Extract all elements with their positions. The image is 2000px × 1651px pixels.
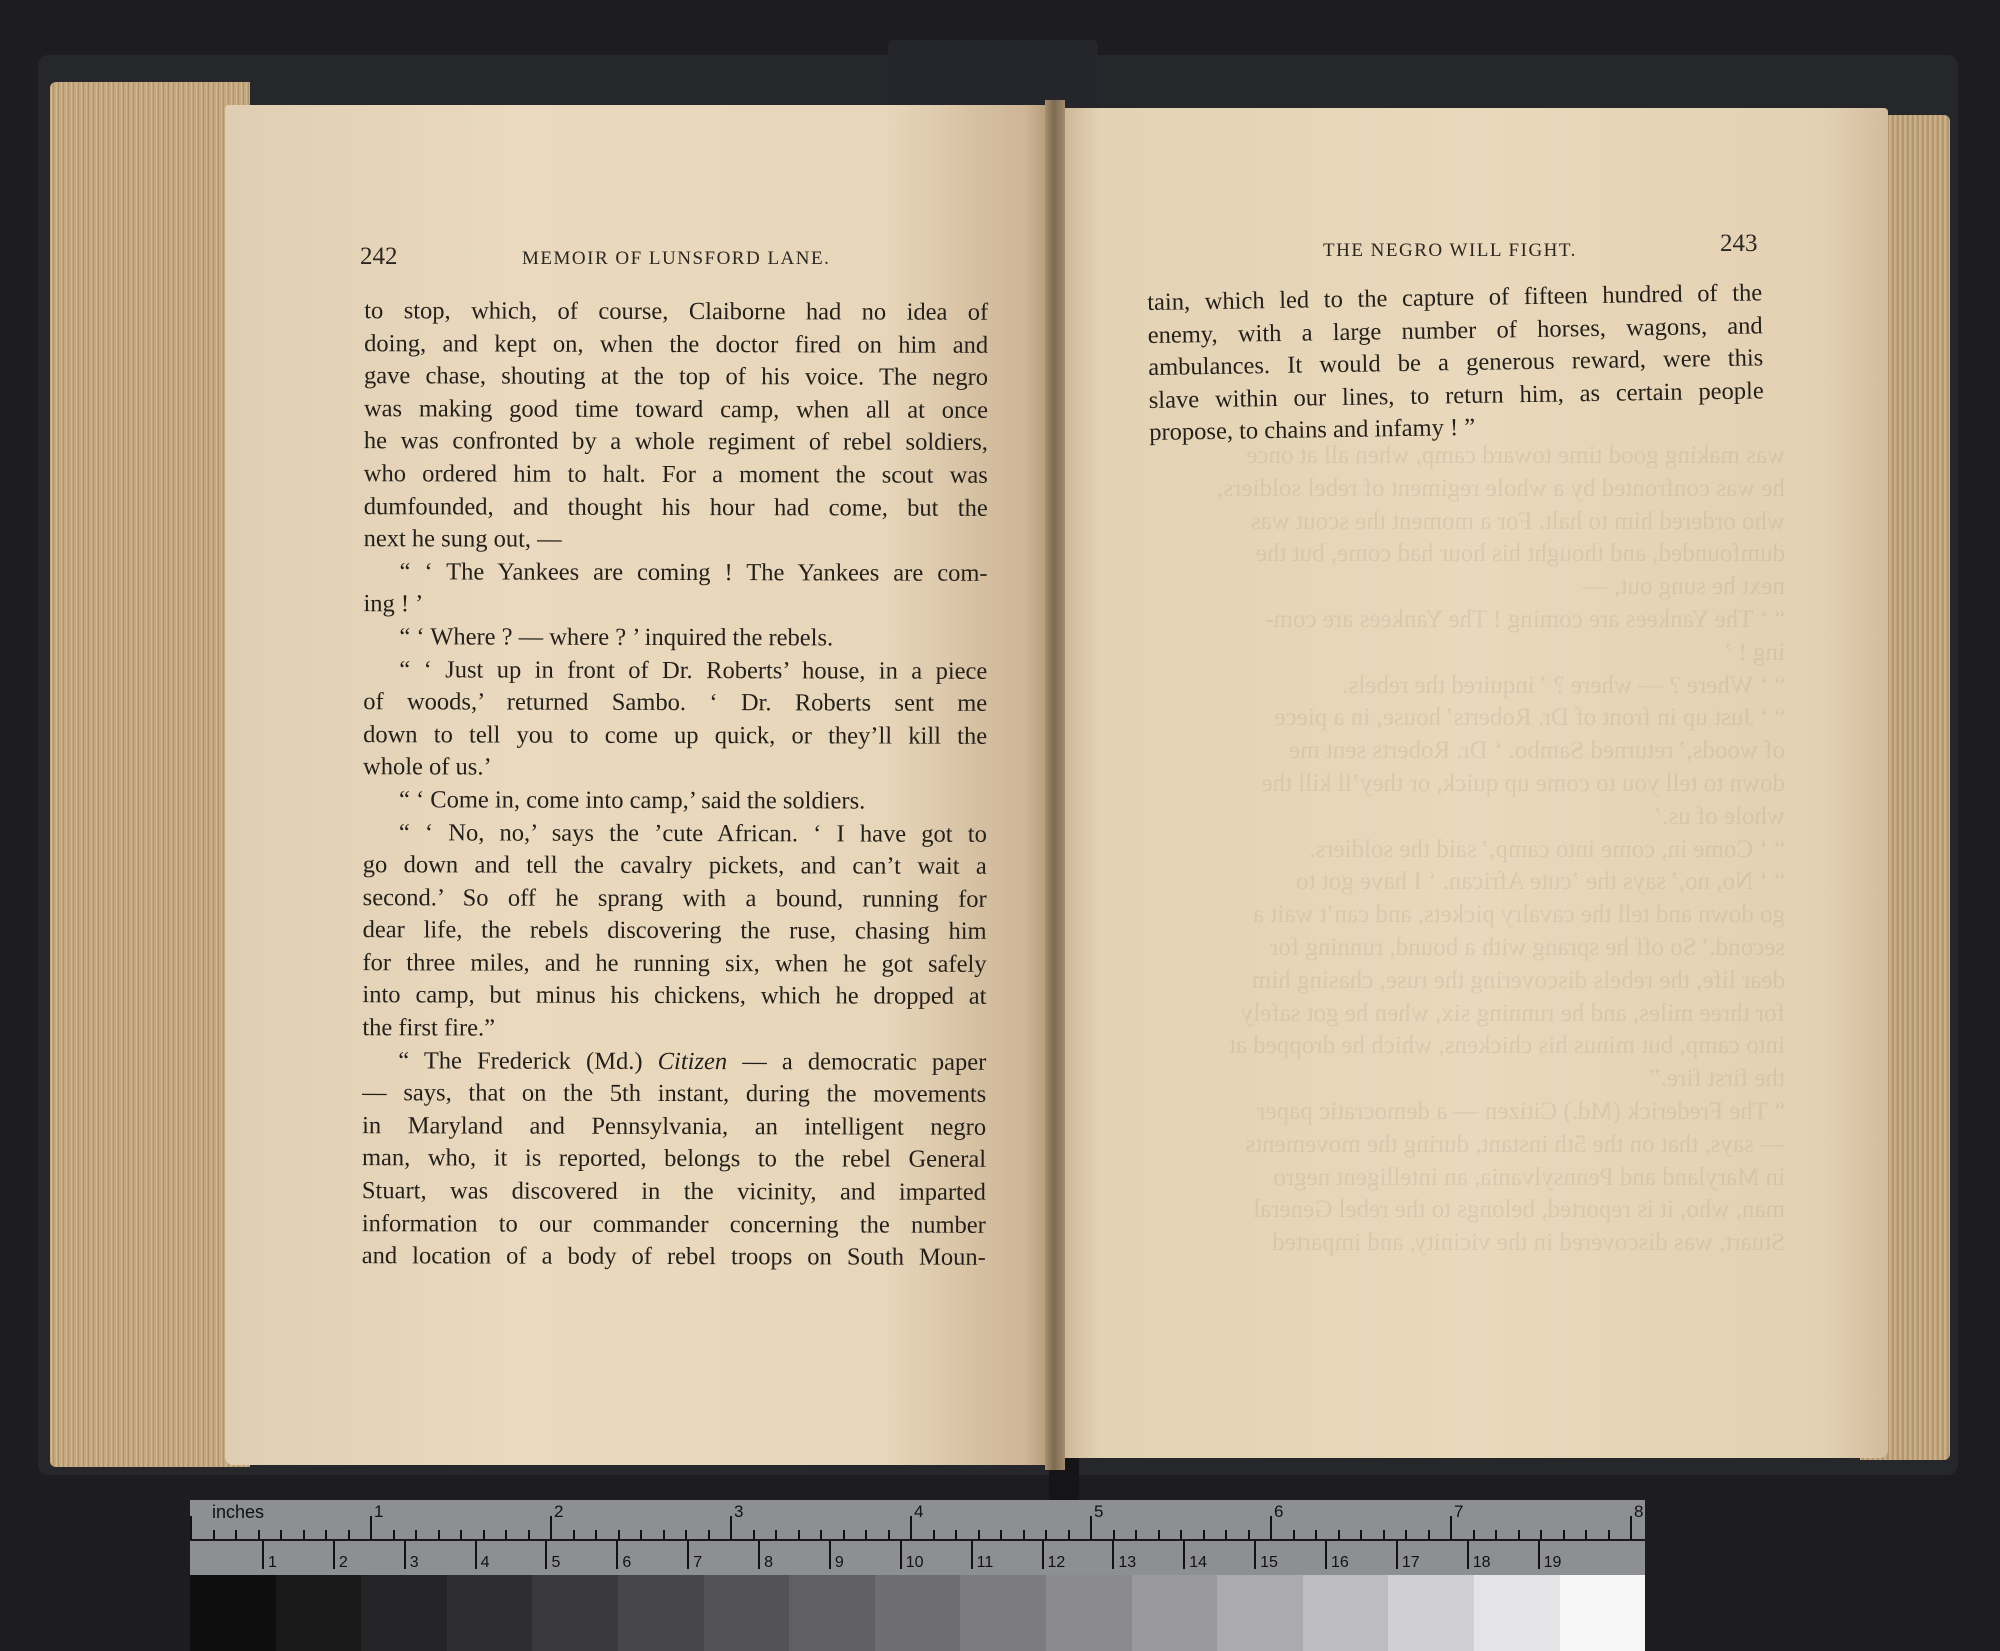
gray-swatch [875,1575,961,1651]
ruler-inch-tick [415,1530,417,1540]
ruler-cm-label: 15 [1260,1554,1278,1571]
ruler-inch-tick [1045,1530,1047,1540]
ruler-cm-tick [404,1541,406,1569]
gray-swatch [704,1575,790,1651]
ruler-inch-tick [483,1530,485,1540]
left-text-line: “ The Frederick (Md.) Citizen — a democratic paper [398,1046,987,1076]
ruler-inch-tick [730,1516,732,1540]
left-text-line: into camp, but minus his chickens, which he dropped at [362,981,987,1011]
left-text-line: dumfounded, and thought his hour had come, but the [363,492,988,522]
ruler-inch-tick [663,1530,665,1540]
ruler-inch-tick [595,1530,597,1540]
ruler-inch-tick [1225,1530,1227,1540]
ruler-inch-tick [528,1530,530,1540]
left-text-line: was making good time toward camp, when all at once [363,394,989,424]
ruler-inch-tick [843,1530,845,1540]
ruler-cm-label: 17 [1401,1554,1420,1571]
left-page-body [362,295,989,1274]
ruler-cm-label: 3 [409,1554,419,1571]
ruler-inch-tick [1023,1530,1025,1540]
ruler-cm-label: 12 [1047,1554,1066,1571]
ruler-cm-label: 2 [338,1554,348,1571]
ruler-inch-tick [280,1530,282,1540]
ruler-cm-label: 10 [905,1554,924,1571]
gray-swatch [618,1575,704,1651]
gray-swatch [276,1575,362,1651]
ruler-inch-tick [1000,1530,1002,1540]
left-text-line: whole of us.’ [363,753,492,781]
gray-swatch [190,1575,276,1651]
ruler-cm-tick [829,1541,831,1569]
ruler-inch-tick [1630,1516,1632,1540]
ruler-inch-label: 4 [914,1502,924,1521]
ruler-cm-tick [333,1541,335,1569]
ruler-inch-tick [460,1530,462,1540]
ruler-inch-tick [1203,1530,1205,1540]
left-text-line: he was confronted by a whole regiment of rebel soldiers, [363,427,988,457]
right-text-line: propose, to chains and infamy ! ” [1149,414,1476,447]
right-text-line: enemy, with a large number of horses, wagons, and [1147,311,1763,349]
ruler-inch-tick [1563,1530,1565,1540]
ruler-inch-tick [1450,1516,1452,1540]
left-text-line: second.’ So off he sprang with a bound, running for [362,883,987,913]
ruler-inch-tick [550,1516,552,1540]
ruler-inch-tick [303,1530,305,1540]
ruler-inch-tick [888,1530,890,1540]
ruler-inch-tick [798,1530,800,1540]
ruler-inch-tick [1540,1530,1542,1540]
ruler-cm-tick [1325,1541,1327,1569]
left-text-line: of woods,’ returned Sambo. ‘ Dr. Roberts sent me [363,688,988,717]
ruler-cm-tick [1467,1541,1469,1569]
ruler-cm-tick [1254,1541,1256,1569]
ruler-inch-tick [1293,1530,1295,1540]
ruler-cm-tick [971,1541,973,1569]
ruler-inch-tick [955,1530,957,1540]
ruler-inch-tick [1338,1530,1340,1540]
left-text-line: down to tell you to come up quick, or they’ll kill the [363,720,988,750]
left-text-line: for three miles, and he running six, when he got safely [362,949,987,978]
ruler-inch-tick [505,1530,507,1540]
ruler-inch-label: 2 [554,1502,564,1521]
left-text-line: the first fire.” [362,1014,496,1042]
left-page-edges [50,82,250,1467]
left-text-line: doing, and kept on, when the doctor fired on him and [364,329,989,359]
gray-swatch [447,1575,533,1651]
left-text-line: “ ‘ No, no,’ says the ’cute African. ‘ I have got to [398,818,987,848]
ruler-inch-tick [753,1530,755,1540]
ruler-cm-tick [758,1541,760,1569]
ruler-inch-tick [1090,1516,1092,1540]
gray-swatch [1046,1575,1132,1651]
ruler-inch-label: 6 [1274,1502,1284,1521]
right-page-body [1147,277,1764,450]
grayscale-color-card [190,1575,1645,1651]
book-gutter [1045,100,1065,1470]
ruler-inch-tick [370,1516,372,1540]
right-text-line: ambulances. It would be a generous reward, were this [1148,344,1764,382]
ruler-cm-label: 5 [551,1554,561,1571]
ruler-cm-tick [1042,1541,1044,1569]
ruler-cm-label: 9 [834,1554,844,1571]
ruler-inch-tick [640,1530,642,1540]
gray-swatch [1303,1575,1389,1651]
gray-swatch [960,1575,1046,1651]
left-text-line: — says, that on the 5th instant, during the movements [362,1079,987,1109]
left-text-line: gave chase, shouting at the top of his voice. The negro [364,362,989,392]
ruler-inch-tick [1495,1530,1497,1540]
ruler-inch-tick [775,1530,777,1540]
ruler-inch-tick [190,1516,192,1540]
ruler-cm-label: 16 [1330,1554,1349,1571]
ruler-cm-label: 19 [1543,1554,1562,1571]
ruler-cm-label: 13 [1118,1554,1137,1571]
left-text-line: dear life, the rebels discovering the ruse, chasing him [362,916,987,946]
gray-swatch [1217,1575,1303,1651]
ruler-inch-tick [348,1530,350,1540]
ruler-inch-tick [325,1530,327,1540]
ruler-inch-tick [1158,1530,1160,1540]
ruler-inch-tick [618,1530,620,1540]
ruler-inch-tick [1608,1530,1610,1540]
gray-swatch [532,1575,618,1651]
ruler-cm-label: 4 [480,1554,490,1571]
left-text-line: man, who, it is reported, belongs to the rebel General [361,1144,987,1174]
left-text-line: “ ‘ Come in, come into camp,’ said the soldiers. [398,786,866,815]
ruler-cm-label: 8 [764,1554,773,1571]
ruler-inch-tick [1180,1530,1182,1540]
ruler-inch-tick [235,1530,237,1540]
ruler-inch-label: 7 [1454,1502,1464,1521]
ruler-inch-tick [1360,1530,1362,1540]
gray-swatch [789,1575,875,1651]
ruler-inch-tick [1585,1530,1587,1540]
ruler-cm-label: 18 [1472,1554,1491,1571]
ruler-inch-tick [573,1530,575,1540]
left-text-line: to stop, which, of course, Claiborne had no idea of [364,297,989,326]
left-text-line: go down and tell the cavalry pickets, and can’t wait a [362,851,987,880]
ruler-inch-tick [978,1530,980,1540]
ruler-cm-tick [616,1541,618,1569]
ruler-inch-tick [438,1530,440,1540]
ruler-cm-label: 14 [1189,1554,1208,1571]
ruler-inch-tick [1405,1530,1407,1540]
ruler-cm-tick [1112,1541,1114,1569]
left-text-line: “ ‘ Where ? — where ? ’ inquired the rebels. [399,623,834,652]
left-text-line: and location of a body of rebel troops on South Moun- [361,1242,986,1272]
ruler-cm-tick [1538,1541,1540,1569]
ruler-cm-label: 1 [268,1554,277,1571]
ruler-inch-label: 1 [374,1502,384,1521]
ruler-inch-tick [933,1530,935,1540]
ruler-inch-tick [1248,1530,1250,1540]
ruler-cm-tick [687,1541,689,1569]
book-headband [888,40,1098,115]
ruler-cm-tick [1396,1541,1398,1569]
right-text-line: slave within our lines, to return him, as certain people [1148,377,1764,414]
left-text-line: in Maryland and Pennsylvania, an intelligent negro [362,1112,987,1141]
page-number-left: 242 [360,243,398,270]
page-number-right: 243 [1720,230,1758,257]
ruler-inch-tick [910,1516,912,1540]
ruler-inch-tick [1383,1530,1385,1540]
ruler-cm-label: 7 [693,1554,703,1571]
ruler-cm-tick [262,1541,264,1569]
ruler-inch-tick [258,1530,260,1540]
ruler-inch-tick [213,1530,215,1540]
left-text-line: “ ‘ Just up in front of Dr. Roberts’ house, in a piece [399,655,988,685]
ruler-inch-tick [708,1530,710,1540]
gray-swatch [1560,1575,1646,1651]
left-text-line: “ ‘ The Yankees are coming ! The Yankees are com- [399,558,988,587]
ruler-inch-tick [865,1530,867,1540]
right-text-line: tain, which led to the capture of fifteen hundred of the [1147,279,1763,316]
ruler-inch-tick [1270,1516,1272,1540]
left-text-line: ing ! ’ [363,590,424,618]
measurement-ruler [190,1500,1645,1575]
running-head-right: THE NEGRO WILL FIGHT. [1323,240,1577,261]
left-text-line: information to our commander concerning the number [361,1209,986,1239]
ruler-cm-label: 6 [622,1554,632,1571]
ruler-inch-tick [1068,1530,1070,1540]
ruler-inch-label: 3 [734,1502,744,1521]
ruler-inch-tick [393,1530,395,1540]
running-head-left: MEMOIR OF LUNSFORD LANE. [522,248,831,269]
ruler-inch-label: 8 [1634,1502,1644,1521]
ruler-title: inches [212,1502,265,1522]
ruler-inch-tick [820,1530,822,1540]
ruler-inch-tick [685,1530,687,1540]
ruler-inch-tick [1135,1530,1137,1540]
ruler-inch-tick [1315,1530,1317,1540]
ruler-cm-tick [545,1541,547,1569]
gray-swatch [1388,1575,1474,1651]
ruler-inch-tick [1473,1530,1475,1540]
left-text-line: who ordered him to halt. For a moment the scout was [363,460,988,489]
ruler-inch-tick [1518,1530,1520,1540]
ruler-cm-tick [475,1541,477,1569]
gray-swatch [361,1575,447,1651]
ruler-cm-tick [1183,1541,1185,1569]
gray-swatch [1132,1575,1218,1651]
gray-swatch [1474,1575,1560,1651]
left-text-line: next he sung out, — [363,525,562,553]
ruler-inch-label: 5 [1094,1502,1104,1521]
ruler-cm-label: 11 [976,1554,994,1571]
ruler-inch-tick [1428,1530,1430,1540]
ruler-inch-tick [1113,1530,1115,1540]
ruler-cm-tick [900,1541,902,1569]
left-text-line: Stuart, was discovered in the vicinity, and imparted [361,1177,986,1206]
